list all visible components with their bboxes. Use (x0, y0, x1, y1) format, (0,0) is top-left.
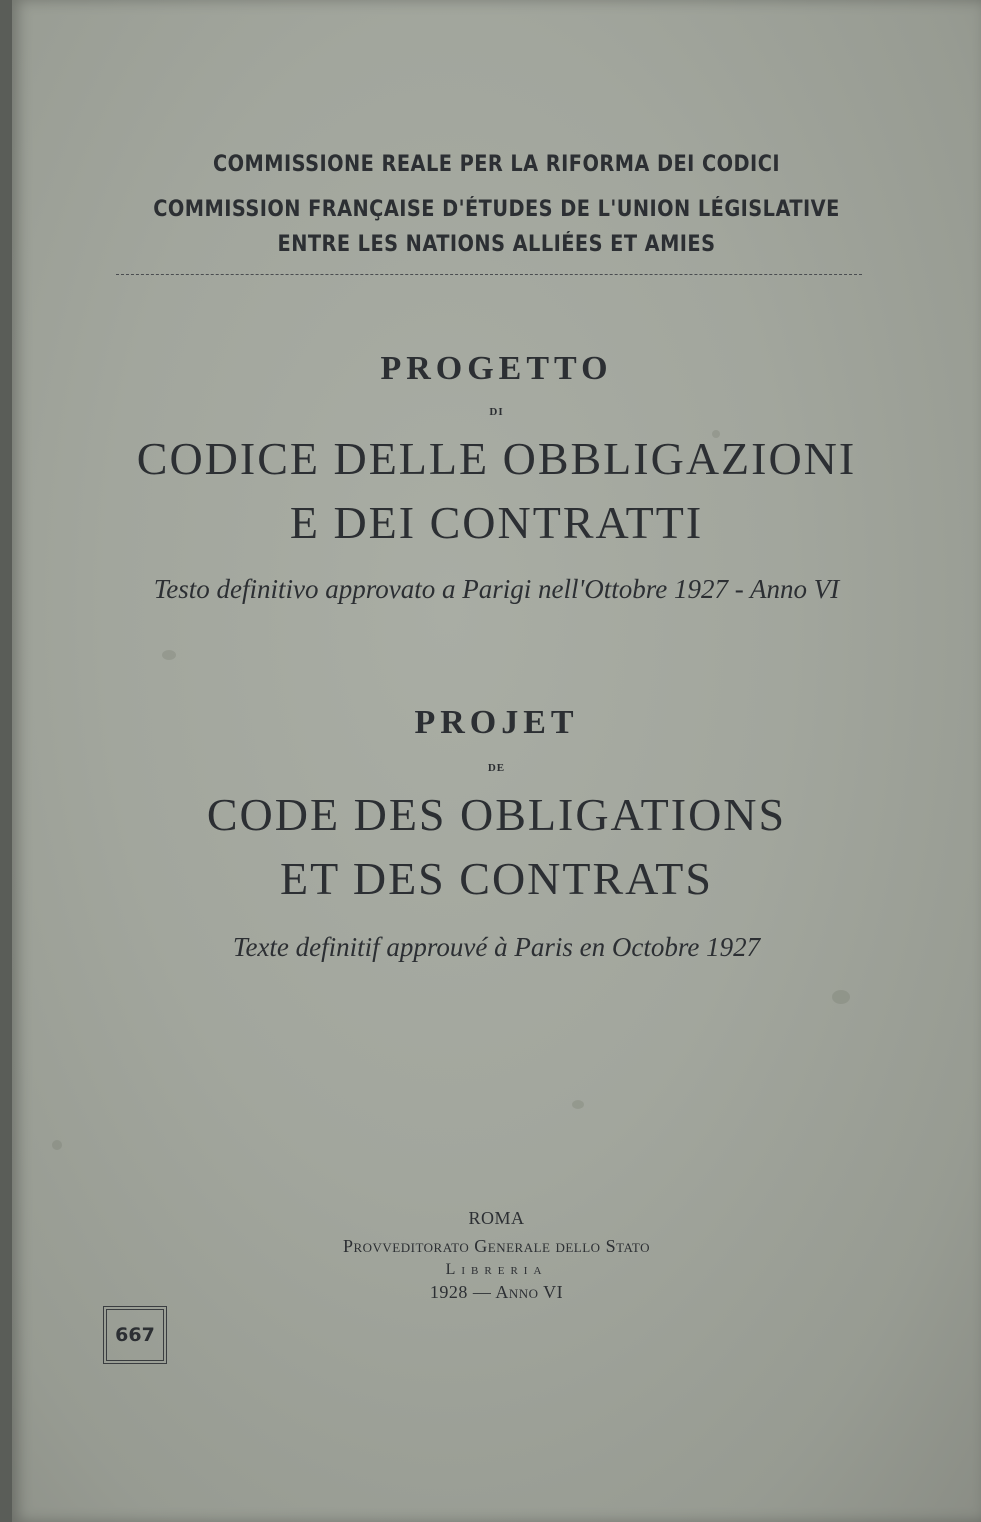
italian-connector: DI (489, 406, 504, 418)
french-connector: DE (487, 762, 506, 774)
italian-label: PROGETTO (380, 350, 613, 387)
italian-title-line-2: E DEI CONTRATTI (289, 497, 704, 548)
commission-french-line-2: ENTRE LES NATIONS ALLIÉES ET AMIES (277, 232, 716, 257)
imprint-date: 1928 — Anno VI (429, 1282, 564, 1302)
paper-stain (832, 990, 850, 1004)
paper-stain (572, 1100, 584, 1109)
french-title-line-1: CODE DES OBLIGATIONS (206, 789, 787, 840)
italian-title-line-1: CODICE DELLE OBBLIGAZIONI (136, 433, 857, 484)
french-subtitle: Texte definitif approuvé à Paris en Octobre 1927 (232, 932, 761, 962)
imprint-publisher: Provveditorato Generale dello Stato (342, 1236, 651, 1256)
catalog-number-stamp (106, 1309, 164, 1361)
imprint-city: ROMA (468, 1208, 525, 1228)
paper-stain (162, 650, 176, 660)
italian-subtitle: Testo definitivo approvato a Parigi nell'Ottobre 1927 - Anno VI (153, 574, 840, 604)
paper-stain (52, 1140, 62, 1150)
title-page (12, 0, 981, 1522)
commission-french-line: COMMISSION FRANÇAISE D'ÉTUDES DE L'UNION LÉGISLATIVE (153, 197, 840, 222)
french-label: PROJET (414, 704, 579, 741)
header-divider (116, 274, 862, 275)
catalog-number: 667 (115, 1324, 155, 1346)
commission-italian-line: COMMISSIONE REALE PER LA RIFORMA DEI CODICI (213, 152, 780, 177)
french-title-line-2: ET DES CONTRATS (280, 853, 713, 904)
imprint-shop: Libreria (445, 1261, 548, 1278)
